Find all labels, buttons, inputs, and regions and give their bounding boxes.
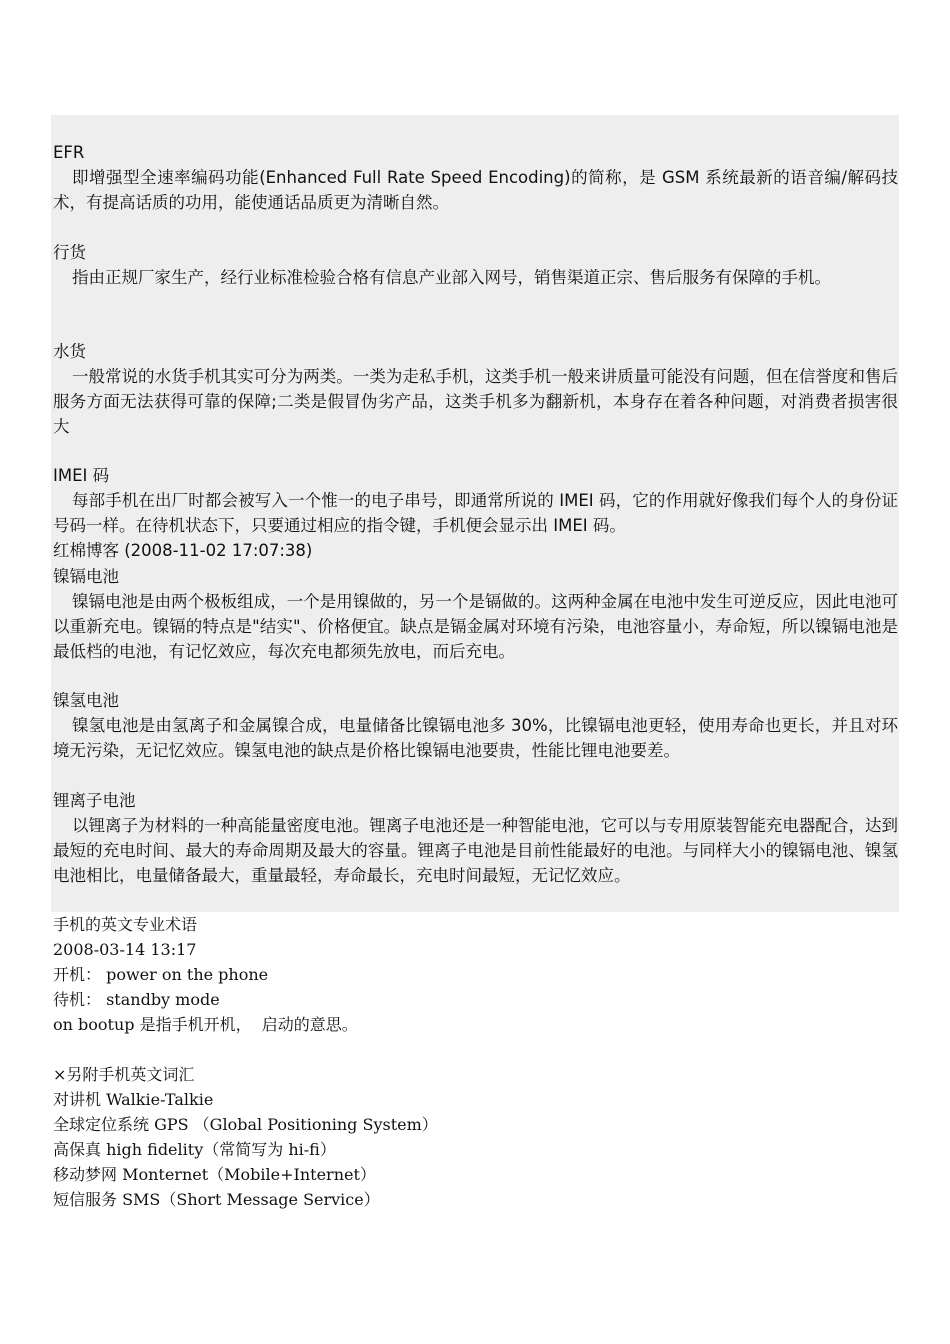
section-grey-market [53,339,898,439]
section-nimh [53,688,898,763]
section-imei [53,463,898,563]
section-heading: 水货 [53,342,86,361]
glossary-line [53,1037,898,1062]
glossary-line: 开机： power on the phone [53,965,269,984]
section-body: 每部手机在出厂时都会被写入一个惟一的电子串号，即通常所说的 IMEI 码，它的作用就好像我们每个人的身份证号码一样。在待机状态下，只要通过相应的指令键，手机便会显示出 IMEI 码。 [53,491,898,535]
section-body: 一般常说的水货手机其实可分为两类。一类为走私手机，这类手机一般来讲质量可能没有问题，但在信誉度和售后服务方面无法获得可靠的保障;二类是假冒伪劣产品，这类手机多为翻新机，本身存在着各种问题，对消费者损害很大 [53,367,898,436]
glossary-line: 短信服务 SMS（Short Message Service） [53,1190,380,1209]
blog-byline: 红棉博客 (2008-11-02 17:07:38) [53,541,313,560]
section-heading: 锂离子电池 [53,791,136,810]
section-body: 以锂离子为材料的一种高能量密度电池。锂离子电池还是一种智能电池，它可以与专用原装智能充电器配合，达到最短的充电时间、最大的寿命周期及最大的容量。锂离子电池是目前性能最好的电池。与同样大小的镍镉电池、镍氢电池相比，电量储备最大，重量最轻，寿命最长，充电时间最短，无记忆效应。 [53,816,898,885]
glossary-line: 移动梦网 Monternet（Mobile+Internet） [53,1165,376,1184]
section-genuine [53,240,898,290]
section-body: 即增强型全速率编码功能(Enhanced Full Rate Speed Encoding)的简称，是 GSM 系统最新的语音编/解码技术，有提高话质的功用，能使通话品质更为清晰自然。 [53,168,898,212]
section-efr [53,140,898,215]
section-body: 指由正规厂家生产，经行业标准检验合格有信息产业部入网号，销售渠道正宗、售后服务有保障的手机。 [71,268,831,287]
section-body: 镍氢电池是由氢离子和金属镍合成，电量储备比镍镉电池多 30%，比镍镉电池更轻，使用寿命也更长，并且对环境无污染，无记忆效应。镍氢电池的缺点是价格比镍镉电池要贵，性能比锂电池要差。 [53,716,898,760]
glossary-section [53,912,898,1212]
glossary-title: 手机的英文专业术语 [53,915,198,934]
glossary-line: 对讲机 Walkie-Talkie [53,1090,214,1109]
glossary-line: on bootup 是指手机开机， 启动的意思。 [53,1015,358,1034]
glossary-line: 全球定位系统 GPS （Global Positioning System） [53,1115,438,1134]
section-body: 镍镉电池是由两个极板组成，一个是用镍做的，另一个是镉做的。这两种金属在电池中发生可逆反应，因此电池可以重新充电。镍镉的特点是"结实"、价格便宜。缺点是镉金属对环境有污染，电池容量小，寿命短，所以镍镉电池是最低档的电池，有记忆效应，每次充电都须先放电，而后充电。 [53,592,898,661]
glossary-line: 待机： standby mode [53,990,220,1009]
section-heading: EFR [53,143,85,162]
section-heading: IMEI 码 [53,466,110,485]
glossary-date: 2008-03-14 13:17 [53,940,197,959]
section-heading: 镍氢电池 [53,691,119,710]
section-li-ion [53,788,898,888]
glossary-line: 高保真 high fidelity（常简写为 hi-fi） [53,1140,336,1159]
section-nicd [53,564,898,664]
section-heading: 镍镉电池 [53,567,119,586]
section-heading: 行货 [53,243,86,262]
glossary-line: ×另附手机英文词汇 [53,1065,195,1084]
